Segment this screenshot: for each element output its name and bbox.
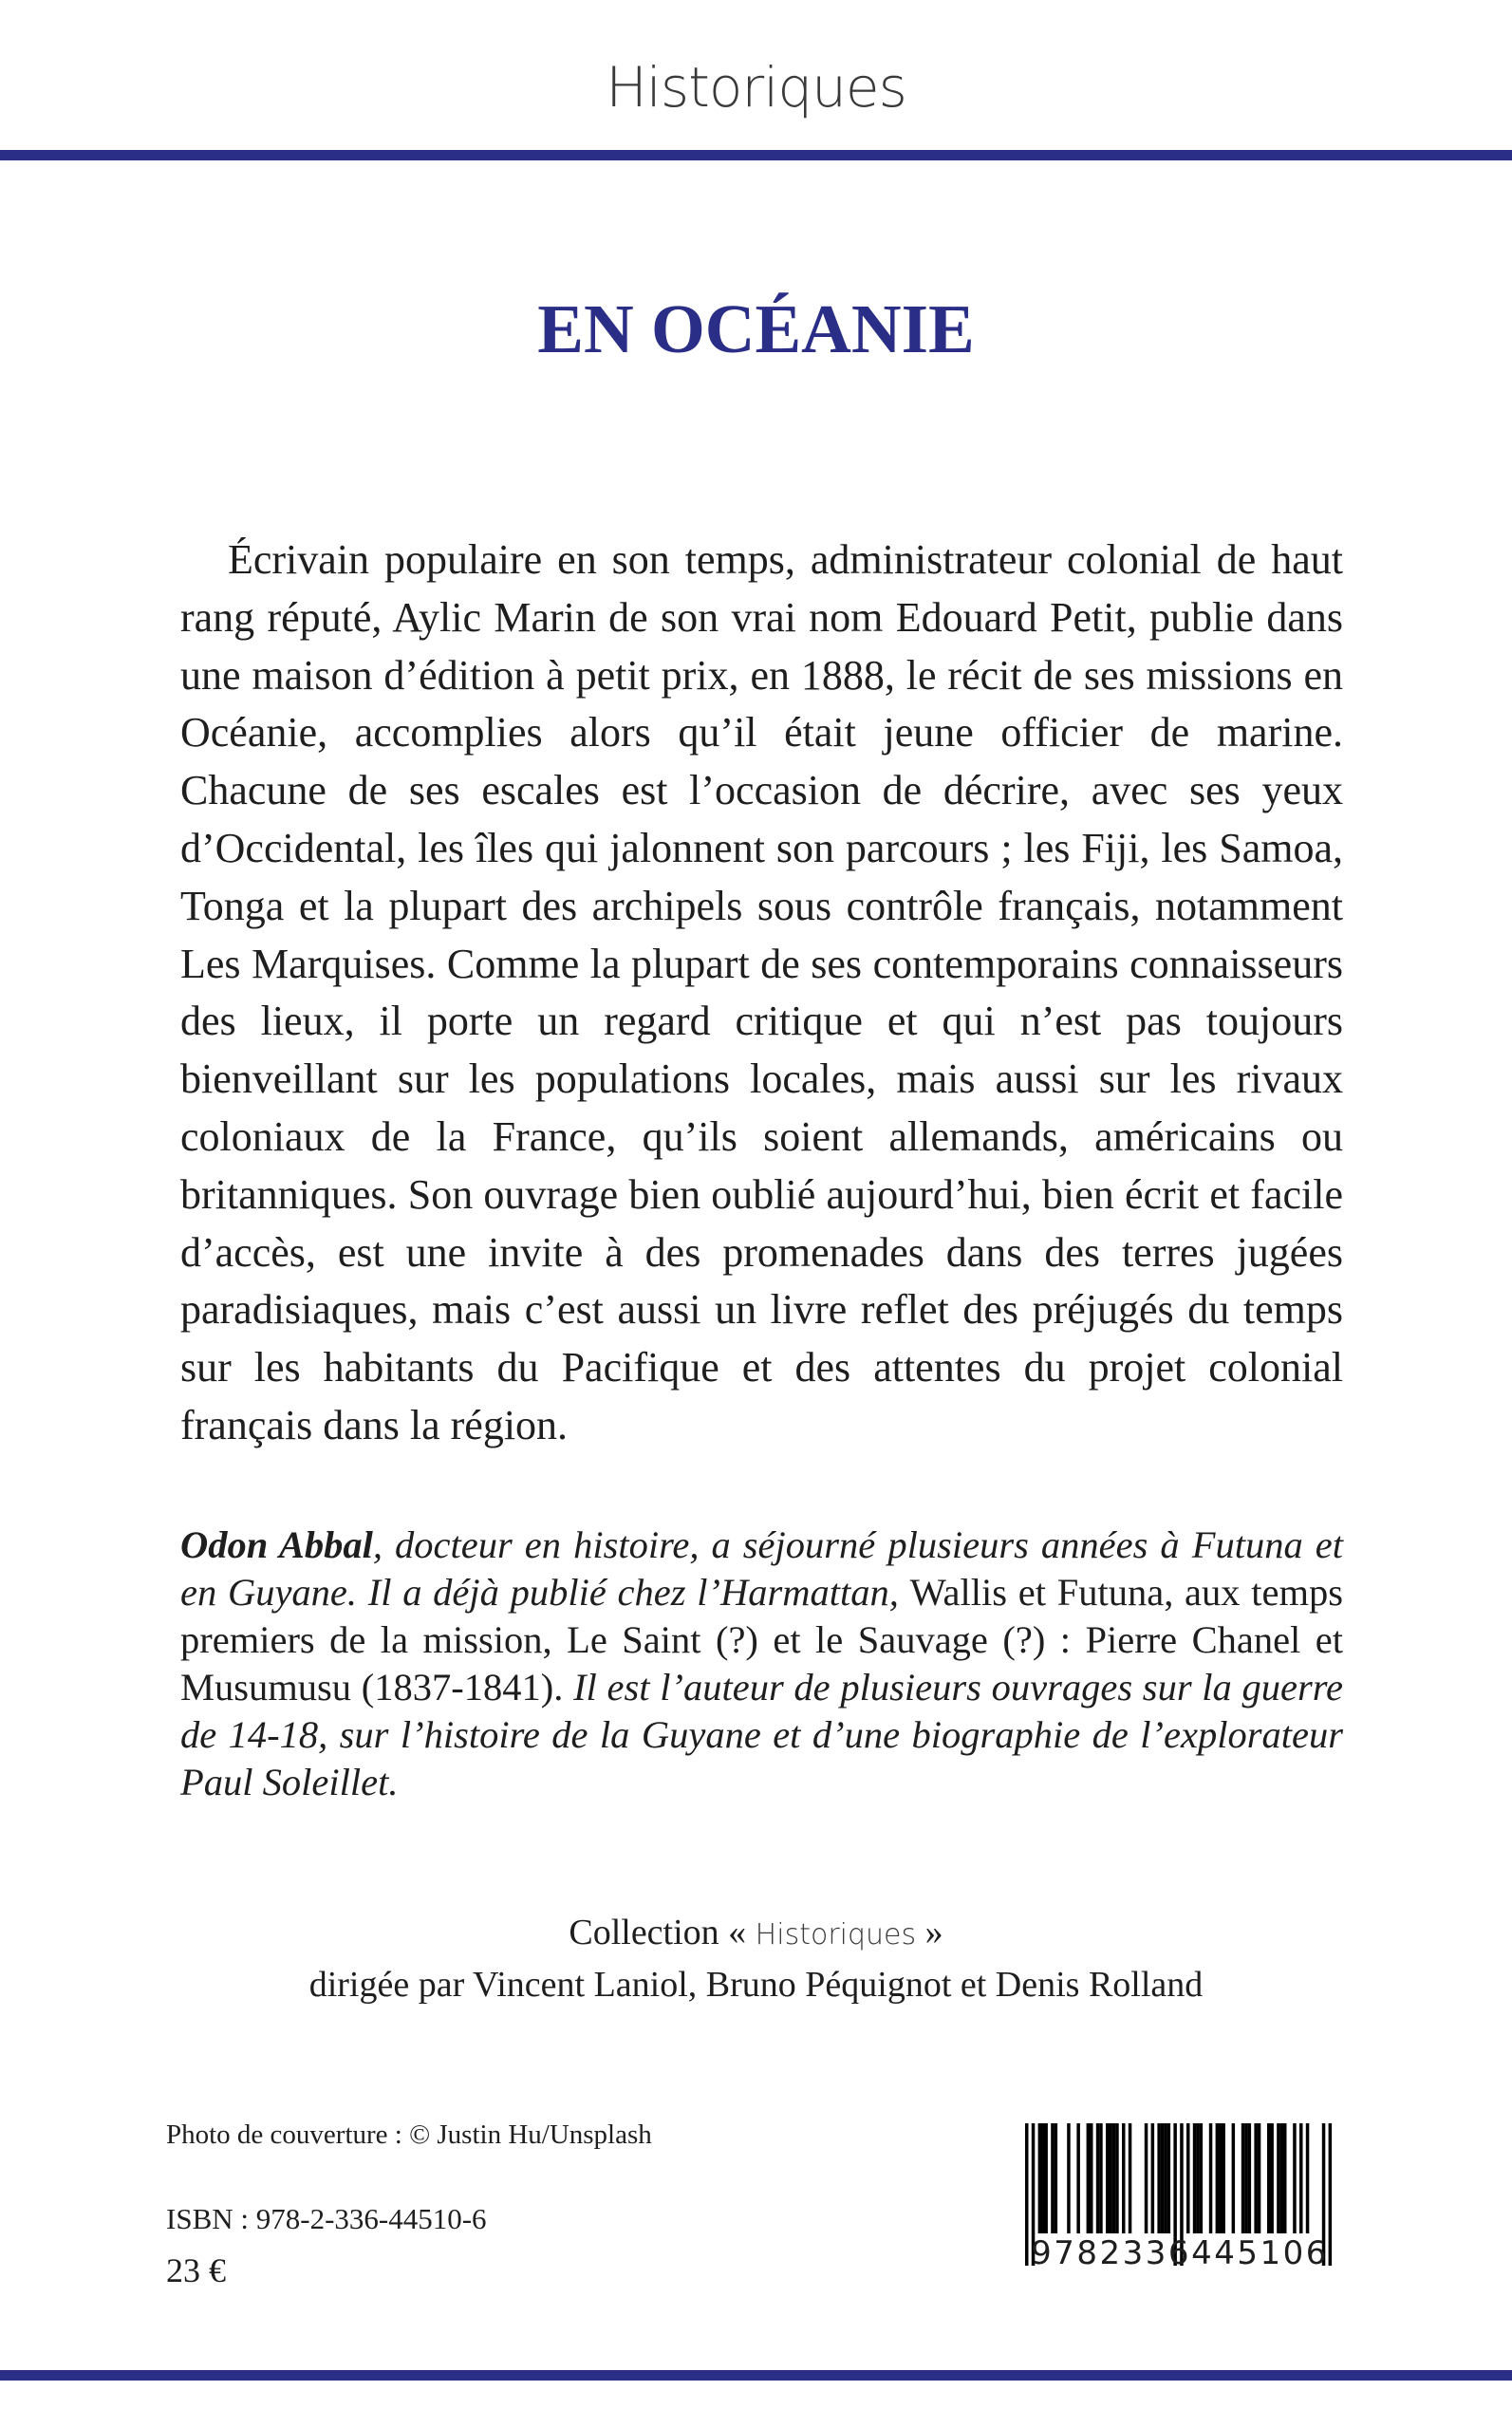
author-bio-part1: , docteur en histoire, a séjourné plusieurs années à Futuna et en Guyane. Il a déjà publié chez l’Harmattan, [180,1523,1343,1614]
barcode-bar [1051,2123,1055,2233]
barcode-bar [1115,2123,1119,2233]
top-divider [0,150,1512,160]
barcode [1017,2123,1340,2300]
barcode-bar [1219,2123,1223,2233]
barcode-bar [1096,2123,1100,2233]
collection-info [0,1908,1512,2009]
barcode-bar [1244,2123,1248,2233]
series-logo: Historiques [606,55,906,120]
barcode-bar [1248,2123,1252,2233]
collection-suffix: » [924,1913,943,1952]
collection-line [0,1908,1512,1960]
barcode-bar [1306,2123,1310,2233]
barcode-bar [1151,2123,1155,2233]
barcode-bar [1293,2123,1297,2233]
collection-directors: dirigée par Vincent Laniol, Bruno Péquignot et Denis Rolland [308,1965,1204,2005]
barcode-bar [1193,2123,1197,2233]
author-bio-part2: Il est l’auteur de plusieurs ouvrages sur la guerre de 14-18, sur l’histoire de la Guyane et d’une biographie de l’explorateur Paul Soleillet. [180,1666,1343,1803]
barcode-bar [1283,2123,1287,2233]
collection-series-name: Historiques [755,1918,917,1951]
collection-prefix: Collection « [569,1913,747,1952]
barcode-bar [1122,2123,1126,2233]
barcode-bar [1167,2123,1171,2233]
barcode-digits: 9782336445106 [1031,2234,1329,2272]
barcode-bar [1254,2123,1258,2233]
barcode-bar [1270,2123,1274,2233]
barcode-bar [1099,2123,1103,2233]
barcode-bar [1164,2123,1167,2233]
barcode-bar [1087,2123,1091,2233]
barcode-bar [1041,2123,1045,2233]
barcode-bar [1277,2123,1280,2233]
book-title: EN OCÉANIE [537,290,975,367]
author-name: Odon Abbal [180,1523,373,1566]
barcode-bar [1222,2123,1225,2233]
barcode-bar [1280,2123,1284,2233]
author-bio [180,1522,1343,1806]
barcode-bar [1209,2123,1213,2233]
barcode-bar [1232,2123,1236,2233]
barcode-bar [1044,2123,1048,2233]
barcode-bar [1106,2123,1110,2233]
barcode-bar [1299,2123,1303,2233]
barcode-bar [1076,2123,1080,2233]
blurb-paragraph: Écrivain populaire en son temps, administrateur colonial de haut rang réputé, Aylic Marin de son vrai nom Edouard Petit, publie dans une maison d’édition à petit prix, en 1888, le récit de ses missions en Océanie, accomplies alors qu’il était jeune officier de marine. Chacune de ses escales est l’occasion de décrire, avec ses yeux d’Occidental, les îles qui jalonnent son parcours ; les Fiji, les Samoa, Tonga et la plupart des archipels sous contrôle français, notamment Les Marquises. Comme la plupart de ses contemporains connaisseurs des lieux, il porte un regard critique et qui n’est pas toujours bienveillant sur les populations locales, mais aussi sur les rivaux coloniaux de la France, qu’ils soient allemands, américains ou britanniques. Son ouvrage bien oublié aujourd’hui, bien écrit et facile d’accès, est une invite à des promenades dans des terres jugées paradisiaques, mais c’est aussi un livre reflet des préjugés du temps sur les habitants du Pacifique et des attentes du projet colonial français dans la région. [180,536,1343,1448]
barcode-bar [1200,2123,1204,2233]
barcode-bar [1157,2123,1161,2233]
barcode-bar [1090,2123,1093,2233]
barcode-bar [1145,2123,1148,2233]
barcode-bar [1258,2123,1261,2233]
barcode-bar [1109,2123,1112,2233]
barcode-bar [1112,2123,1116,2233]
photo-credit: Photo de couverture : © Justin Hu/Unsplash [166,2120,652,2150]
barcode-bar [1241,2123,1245,2233]
barcode-bar [1038,2123,1042,2233]
barcode-bar [1161,2123,1165,2233]
barcode-bar [1196,2123,1200,2233]
barcode-bar [1267,2123,1271,2233]
barcode-bar [1055,2123,1058,2233]
barcode-bar [1186,2123,1190,2233]
author-bio-work: Wallis et Futuna, aux temps premiers de la mission, Le Saint (?) et le Sauvage (?) : Pierre Chanel et Musumusu (1837-1841). [180,1571,1343,1709]
barcode-bar [1067,2123,1071,2233]
price: 23 € [166,2251,226,2289]
isbn: ISBN : 978-2-336-44510-6 [166,2202,487,2235]
bottom-divider [0,2370,1512,2381]
barcode-bar [1216,2123,1220,2233]
barcode-bar [1129,2123,1132,2233]
